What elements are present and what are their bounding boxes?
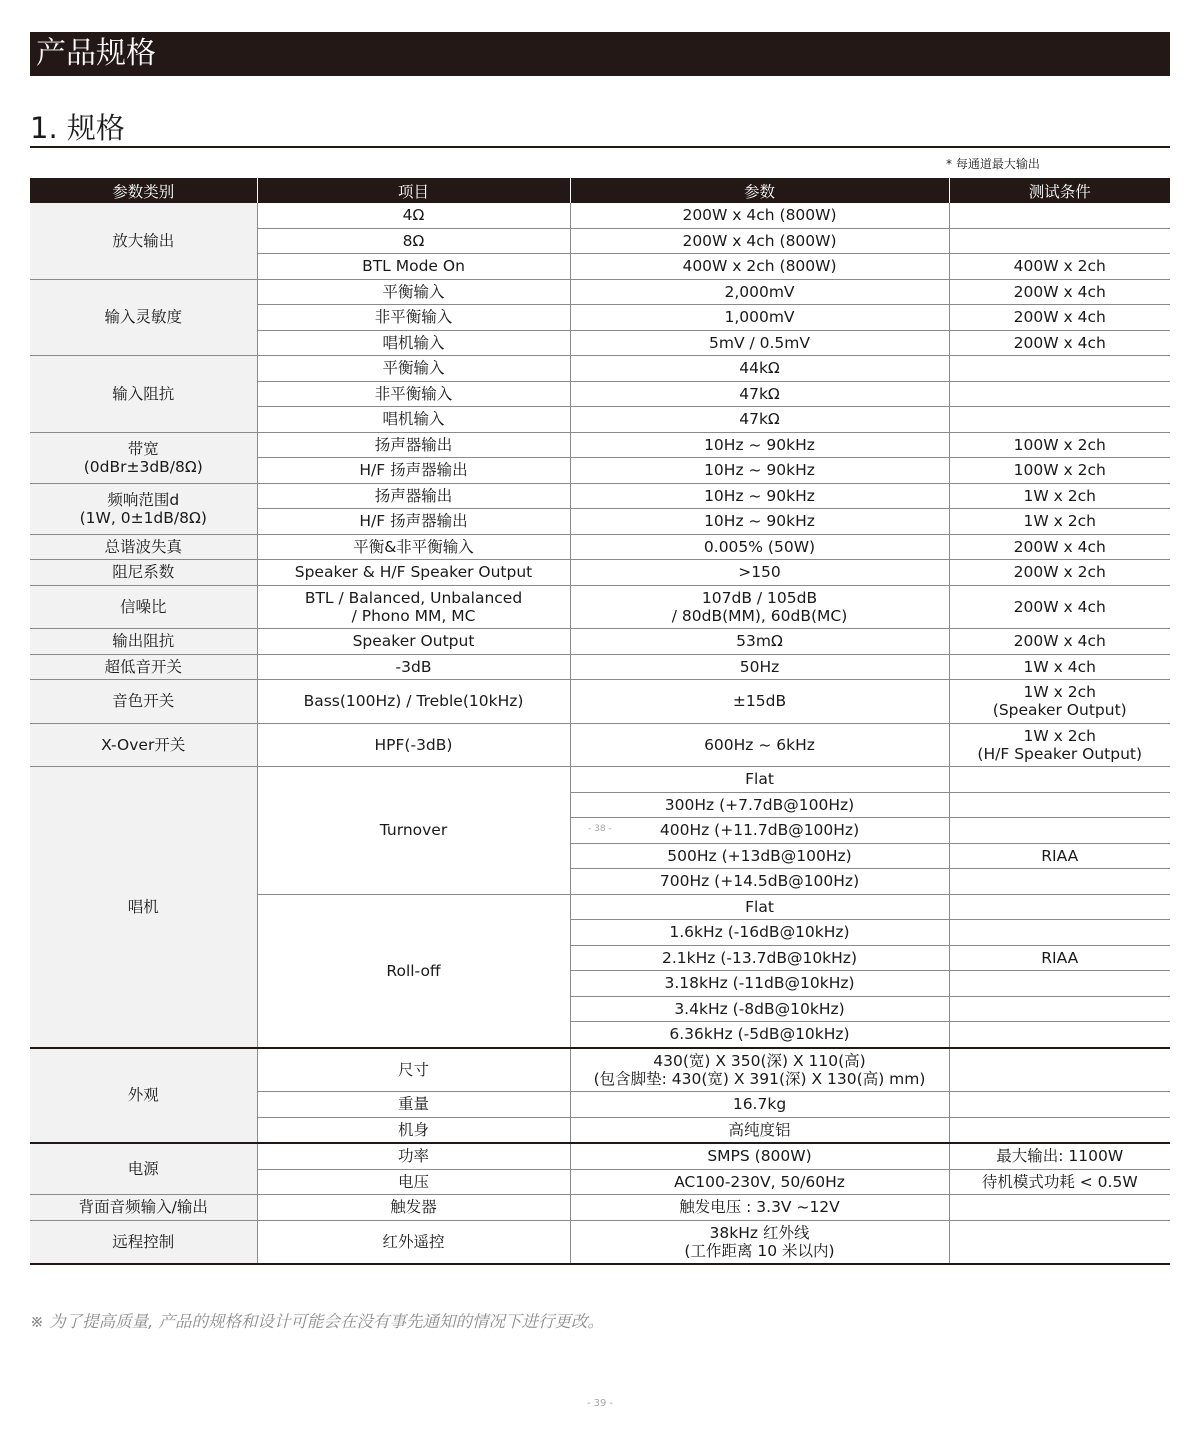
category-line: 带宽: [127, 439, 159, 458]
table-row: [30, 483, 1170, 509]
condition-cell: 200W x 2ch: [949, 560, 1170, 586]
value-cell: 50Hz: [570, 654, 949, 680]
value-cell: 53mΩ: [570, 629, 949, 655]
item-cell: 4Ω: [257, 203, 570, 228]
value-cell: ±15dB: [570, 680, 949, 724]
category-cell: 输入灵敏度: [30, 279, 257, 356]
condition-cell: 200W x 4ch: [949, 330, 1170, 356]
condition-cell: [949, 407, 1170, 433]
table-row: [30, 585, 1170, 629]
condition-cell: 200W x 4ch: [949, 305, 1170, 331]
condition-cell: [949, 1022, 1170, 1048]
condition-cell: [949, 228, 1170, 254]
value-cell: 3.4kHz (-8dB@10kHz): [570, 996, 949, 1022]
condition-cell: [949, 680, 1170, 724]
condition-cell: [949, 894, 1170, 920]
page-header-bar: [30, 32, 1170, 76]
item-cell: Turnover: [257, 767, 570, 895]
item-line: BTL / Balanced, Unbalanced: [304, 588, 523, 607]
value-line: 430(宽) X 350(深) X 110(高): [653, 1051, 866, 1070]
table-row: [30, 432, 1170, 458]
item-cell: BTL Mode On: [257, 254, 570, 280]
value-line: (工作距离 10 米以内): [684, 1241, 835, 1260]
item-cell: 机身: [257, 1117, 570, 1143]
condition-cell: 待机模式功耗 < 0.5W: [949, 1169, 1170, 1195]
category-cell: 放大输出: [30, 203, 257, 279]
condition-cell: [949, 1195, 1170, 1221]
category-line: 频响范围d: [107, 490, 180, 509]
item-cell: 8Ω: [257, 228, 570, 254]
section-title: 1. 规格: [30, 111, 125, 145]
condition-cell: [949, 723, 1170, 767]
condition-cell: [949, 920, 1170, 946]
condition-cell: [949, 1117, 1170, 1143]
column-header: 测试条件: [949, 178, 1170, 203]
column-header: 参数: [570, 178, 949, 203]
condition-cell: 100W x 2ch: [949, 432, 1170, 458]
item-cell: 唱机输入: [257, 407, 570, 433]
value-line: / 80dB(MM), 60dB(MC): [671, 606, 848, 625]
condition-cell: [949, 792, 1170, 818]
table-row: [30, 203, 1170, 228]
section-divider: [30, 146, 1170, 148]
value-cell: 10Hz ~ 90kHz: [570, 483, 949, 509]
value-cell: 16.7kg: [570, 1092, 949, 1118]
value-cell: 47kΩ: [570, 407, 949, 433]
table-row: [30, 680, 1170, 724]
table-header-row: [30, 178, 1170, 203]
category-cell: 总谐波失真: [30, 534, 257, 560]
value-cell: 3.18kHz (-11dB@10kHz): [570, 971, 949, 997]
category-cell: 远程控制: [30, 1220, 257, 1264]
table-row: [30, 1143, 1170, 1169]
value-cell: 1,000mV: [570, 305, 949, 331]
value-cell: Flat: [570, 894, 949, 920]
table-row: [30, 356, 1170, 382]
value-cell: [570, 1220, 949, 1264]
value-cell: 400Hz (+11.7dB@100Hz): [570, 818, 949, 844]
category-cell: 输入阻抗: [30, 356, 257, 433]
category-cell: 超低音开关: [30, 654, 257, 680]
table-row: [30, 1220, 1170, 1264]
condition-cell: 200W x 4ch: [949, 585, 1170, 629]
value-line: (包含脚垫: 430(宽) X 391(深) X 130(高) mm): [593, 1069, 926, 1088]
condition-cell: [949, 818, 1170, 844]
item-cell: 平衡&非平衡输入: [257, 534, 570, 560]
value-cell: 10Hz ~ 90kHz: [570, 432, 949, 458]
value-cell: 700Hz (+14.5dB@100Hz): [570, 869, 949, 895]
value-cell: 2.1kHz (-13.7dB@10kHz): [570, 945, 949, 971]
condition-cell: [949, 1220, 1170, 1264]
category-cell: 外观: [30, 1048, 257, 1144]
value-cell: Flat: [570, 767, 949, 793]
item-cell: Roll-off: [257, 894, 570, 1048]
condition-cell: 1W x 2ch: [949, 509, 1170, 535]
condition-cell: [949, 1048, 1170, 1092]
condition-line: 1W x 2ch: [1023, 726, 1096, 745]
category-cell: 阻尼系数: [30, 560, 257, 586]
condition-cell: RIAA: [949, 843, 1170, 869]
value-cell: [570, 1048, 949, 1092]
item-cell: 非平衡输入: [257, 381, 570, 407]
value-cell: 400W x 2ch (800W): [570, 254, 949, 280]
page-title: 产品规格: [36, 36, 156, 71]
condition-cell: [949, 203, 1170, 228]
condition-cell: 最大输出: 1100W: [949, 1143, 1170, 1169]
page-number: - 39 -: [586, 1398, 614, 1409]
column-header: 参数类别: [30, 178, 257, 203]
table-row: [30, 767, 1170, 793]
condition-cell: 1W x 4ch: [949, 654, 1170, 680]
table-note: * 每通道最大输出: [946, 157, 1040, 171]
value-cell: 6.36kHz (-5dB@10kHz): [570, 1022, 949, 1048]
condition-cell: 100W x 2ch: [949, 458, 1170, 484]
condition-cell: 200W x 4ch: [949, 629, 1170, 655]
item-cell: 非平衡输入: [257, 305, 570, 331]
category-cell: [30, 432, 257, 483]
value-cell: 500Hz (+13dB@100Hz): [570, 843, 949, 869]
condition-line: (Speaker Output): [992, 701, 1127, 720]
condition-line: (H/F Speaker Output): [977, 744, 1143, 763]
item-cell: 功率: [257, 1143, 570, 1169]
item-cell: H/F 扬声器输出: [257, 458, 570, 484]
table-row: [30, 534, 1170, 560]
condition-cell: 1W x 2ch: [949, 483, 1170, 509]
condition-cell: 400W x 2ch: [949, 254, 1170, 280]
value-cell: 2,000mV: [570, 279, 949, 305]
value-cell: 47kΩ: [570, 381, 949, 407]
table-row: [30, 560, 1170, 586]
table-row: [30, 279, 1170, 305]
value-cell: 10Hz ~ 90kHz: [570, 509, 949, 535]
value-cell: 44kΩ: [570, 356, 949, 382]
condition-cell: 200W x 4ch: [949, 279, 1170, 305]
column-header: 项目: [257, 178, 570, 203]
table-row: [30, 1048, 1170, 1092]
value-cell: 5mV / 0.5mV: [570, 330, 949, 356]
value-cell: 高纯度铝: [570, 1117, 949, 1143]
value-cell: >150: [570, 560, 949, 586]
item-cell: 红外遥控: [257, 1220, 570, 1264]
ghost-page-number: - 38 -: [588, 824, 612, 834]
value-cell: [570, 585, 949, 629]
category-cell: 背面音频输入/输出: [30, 1195, 257, 1221]
item-cell: 重量: [257, 1092, 570, 1118]
category-cell: 音色开关: [30, 680, 257, 724]
condition-line: 1W x 2ch: [1023, 683, 1096, 702]
category-cell: 输出阻抗: [30, 629, 257, 655]
category-cell: X-Over开关: [30, 723, 257, 767]
condition-cell: [949, 381, 1170, 407]
category-line: (1W, 0±1dB/8Ω): [79, 508, 207, 527]
value-line: 38kHz 红外线: [709, 1223, 810, 1242]
category-line: (0dBr±3dB/8Ω): [83, 457, 203, 476]
value-cell: 10Hz ~ 90kHz: [570, 458, 949, 484]
condition-cell: [949, 996, 1170, 1022]
item-cell: -3dB: [257, 654, 570, 680]
value-line: 107dB / 105dB: [701, 588, 818, 607]
value-cell: 0.005% (50W): [570, 534, 949, 560]
item-cell: Bass(100Hz) / Treble(10kHz): [257, 680, 570, 724]
condition-cell: [949, 356, 1170, 382]
item-cell: Speaker & H/F Speaker Output: [257, 560, 570, 586]
value-cell: AC100-230V, 50/60Hz: [570, 1169, 949, 1195]
condition-cell: 200W x 4ch: [949, 534, 1170, 560]
condition-cell: [949, 971, 1170, 997]
value-cell: 触发电压 : 3.3V ~12V: [570, 1195, 949, 1221]
category-cell: [30, 483, 257, 534]
item-cell: 平衡输入: [257, 356, 570, 382]
item-cell: 扬声器输出: [257, 432, 570, 458]
category-cell: 信噪比: [30, 585, 257, 629]
item-cell: 扬声器输出: [257, 483, 570, 509]
item-cell: HPF(-3dB): [257, 723, 570, 767]
value-cell: SMPS (800W): [570, 1143, 949, 1169]
condition-cell: [949, 1092, 1170, 1118]
item-cell: H/F 扬声器输出: [257, 509, 570, 535]
table-row: [30, 1195, 1170, 1221]
item-cell: 尺寸: [257, 1048, 570, 1092]
category-cell: 电源: [30, 1143, 257, 1195]
value-cell: 200W x 4ch (800W): [570, 203, 949, 228]
condition-cell: RIAA: [949, 945, 1170, 971]
value-cell: 600Hz ~ 6kHz: [570, 723, 949, 767]
value-cell: 1.6kHz (-16dB@10kHz): [570, 920, 949, 946]
item-cell: [257, 585, 570, 629]
value-cell: 300Hz (+7.7dB@100Hz): [570, 792, 949, 818]
table-row: [30, 654, 1170, 680]
condition-cell: [949, 869, 1170, 895]
item-cell: 平衡输入: [257, 279, 570, 305]
condition-cell: [949, 767, 1170, 793]
footer-note: ※ 为了提高质量, 产品的规格和设计可能会在没有事先通知的情况下进行更改。: [30, 1312, 605, 1331]
item-cell: 触发器: [257, 1195, 570, 1221]
spec-table: [30, 178, 1170, 1265]
table-row: [30, 629, 1170, 655]
item-cell: 电压: [257, 1169, 570, 1195]
value-cell: 200W x 4ch (800W): [570, 228, 949, 254]
item-cell: Speaker Output: [257, 629, 570, 655]
item-cell: 唱机输入: [257, 330, 570, 356]
table-row: [30, 723, 1170, 767]
category-cell: 唱机: [30, 767, 257, 1048]
item-line: / Phono MM, MC: [351, 606, 476, 625]
